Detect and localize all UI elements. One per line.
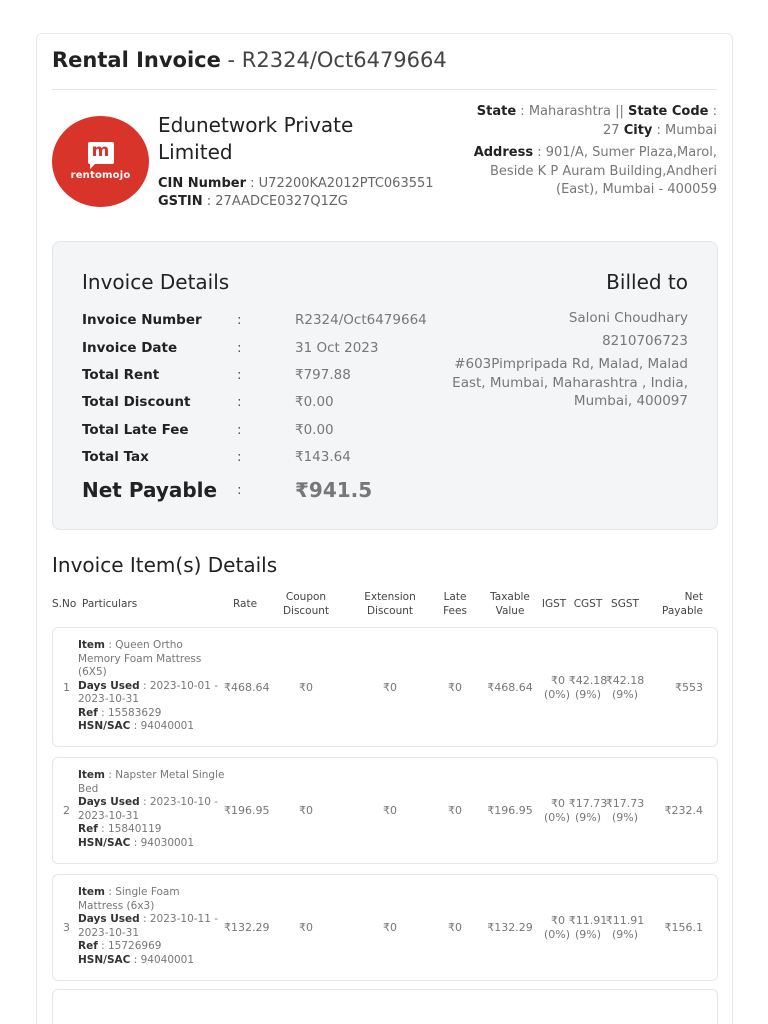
row-particulars: Item : Queen Ortho Memory Foam Mattress (6X5) Days Used : 2023-10-01 - 2023-10-31 Ref : 15583629 HSN/SAC : 94040001 [78, 639, 219, 732]
row-particulars: Item : Napster Metal Single Bed Days Used : 2023-10-10 - 2023-10-31 Ref : 15840119 HSN/SAC : 94030001 [78, 769, 225, 849]
col-header-sgst: SGST [611, 598, 639, 610]
billed-name: Saloni Choudhary [568, 310, 688, 326]
state-code-value: 27 [603, 122, 620, 138]
detail-colon: : [237, 312, 242, 328]
row-sgst [604, 914, 646, 941]
item-label: Item [78, 886, 105, 898]
billed-address: #603Pimpripada Rd, Malad, Malad East, Mumbai, Maharashtra , India, Mumbai, 400097 [452, 356, 688, 409]
logo-text: rentomojo [70, 170, 131, 181]
invoice-details-box [52, 241, 718, 530]
row-net: ₹232.4 [664, 804, 703, 817]
row-rate: ₹196.95 [224, 804, 270, 817]
hsn-label: HSN/SAC [78, 953, 131, 966]
state-code-label: State Code [627, 104, 709, 119]
item-name: Queen Ortho Memory Foam Mattress (6X5) [78, 639, 202, 678]
rentomojo-logo [52, 116, 149, 207]
detail-colon: : [237, 394, 242, 410]
col-header-rate: Rate [232, 598, 258, 610]
cgst-percent: (9%) [574, 687, 602, 701]
detail-value: ₹797.88 [295, 366, 351, 383]
row-taxable: ₹132.29 [487, 921, 533, 934]
ref-value: 15840119 [108, 823, 162, 835]
cin-value: U72200KA2012PTC063551 [258, 176, 434, 191]
detail-colon: : [237, 482, 242, 498]
billed-to-block [448, 309, 688, 411]
invoice-title-number: R2324/Oct6479664 [241, 48, 447, 72]
row-extension: ₹0 [383, 804, 397, 817]
col-header-late: Late Fees [443, 591, 467, 617]
gstin-label: GSTIN [158, 194, 203, 209]
igst-amount: ₹0 [551, 674, 565, 687]
detail-row-total-late-fee [82, 420, 482, 440]
detail-value: ₹143.64 [295, 449, 351, 465]
table-row [52, 874, 718, 981]
row-cgst [567, 914, 609, 941]
detail-label: Total Late Fee [82, 421, 189, 438]
days-used-label: Days Used [78, 679, 140, 692]
row-rate: ₹468.64 [224, 681, 270, 694]
detail-row-total-tax [82, 447, 482, 467]
row-coupon: ₹0 [299, 921, 313, 934]
hsn-value: 94040001 [140, 953, 195, 966]
city-label: City [623, 122, 653, 138]
row-coupon: ₹0 [299, 804, 313, 817]
igst-amount: ₹0 [551, 797, 565, 810]
detail-label: Total Tax [82, 449, 149, 465]
company-address-block: State : Maharashtra || State Code : 27 City : Mumbai Address : 901/A, Sumer Plaza,Marol, Beside K P Auram Building,Andheri (East), Mumbai - 400059 [473, 104, 717, 197]
row-sno: 1 [63, 681, 70, 694]
table-row-partial [52, 989, 718, 1024]
cgst-percent: (9%) [574, 927, 602, 941]
address-value: 901/A, Sumer Plaza,Marol, Beside K P Auram Building,Andheri (East), Mumbai - 400059 [490, 145, 717, 197]
title-divider [52, 89, 717, 90]
city-value: Mumbai [665, 122, 717, 138]
detail-label: Invoice Number [82, 312, 202, 328]
detail-row-invoice-date [82, 338, 482, 358]
hsn-label: HSN/SAC [78, 836, 131, 849]
ref-value: 15726969 [108, 940, 162, 952]
igst-percent: (0%) [543, 810, 571, 824]
ref-label: Ref [78, 940, 98, 952]
days-used-value: 2023-10-11 - 2023-10-31 [78, 913, 219, 939]
hsn-value: 94040001 [140, 720, 195, 732]
igst-amount: ₹0 [551, 914, 565, 927]
detail-value: R2324/Oct6479664 [295, 312, 427, 328]
ref-label: Ref [78, 706, 98, 719]
days-used-label: Days Used [78, 796, 140, 808]
ref-label: Ref [78, 823, 98, 835]
cgst-amount: ₹42.18 [568, 674, 608, 687]
detail-value: ₹0.00 [295, 394, 334, 410]
net-payable-label: Net Payable [82, 478, 218, 502]
detail-colon: : [237, 339, 242, 356]
billed-phone: 8210706723 [602, 333, 688, 349]
detail-colon: : [237, 421, 242, 438]
state-value: Maharashtra || [528, 104, 624, 119]
billed-to-title: Billed to [606, 270, 688, 294]
company-name: Edunetwork Private Limited [158, 113, 354, 164]
sgst-percent: (9%) [611, 687, 639, 701]
detail-label: Invoice Date [82, 339, 178, 356]
col-header-coupon: Coupon Discount [282, 591, 330, 617]
invoice-title-label: Rental Invoice [52, 48, 221, 72]
net-payable-value: ₹941.5 [295, 478, 373, 502]
row-rate: ₹132.29 [224, 921, 270, 934]
col-header-igst: IGST [541, 598, 567, 610]
detail-row-total-rent [82, 365, 482, 385]
sgst-percent: (9%) [611, 927, 639, 941]
row-net: ₹553 [675, 681, 703, 694]
col-header-net: Net Payable [662, 591, 703, 617]
invoice-title [52, 48, 447, 72]
col-header-extension: Extension Discount [364, 591, 416, 617]
col-header-cgst: CGST [573, 598, 603, 610]
company-ids: CIN Number : U72200KA2012PTC063551 GSTIN : 27AADCE0327Q1ZG [158, 176, 434, 209]
row-taxable: ₹468.64 [487, 681, 533, 694]
table-row [52, 757, 718, 864]
state-label: State [476, 104, 517, 119]
detail-label: Total Discount [82, 394, 191, 410]
row-sgst [604, 797, 646, 824]
item-label: Item [78, 769, 105, 781]
sgst-amount: ₹17.73 [605, 797, 645, 810]
detail-value: ₹0.00 [295, 421, 334, 438]
row-sgst [604, 674, 646, 701]
col-header-sno: S.No [52, 598, 77, 610]
row-sno: 2 [63, 804, 70, 817]
sgst-amount: ₹11.91 [605, 914, 645, 927]
row-particulars: Item : Single Foam Mattress (6x3) Days Used : 2023-10-11 - 2023-10-31 Ref : 15726969 HSN/SAC : 94040001 [78, 886, 219, 966]
igst-percent: (0%) [543, 687, 571, 701]
days-used-value: 2023-10-01 - 2023-10-31 [78, 679, 219, 705]
items-title: Invoice Item(s) Details [52, 553, 278, 577]
invoice-title-separator: - [220, 48, 242, 72]
row-coupon: ₹0 [299, 681, 313, 694]
row-cgst [567, 797, 609, 824]
table-row [52, 627, 718, 747]
item-name: Napster Metal Single Bed [78, 769, 225, 795]
row-late: ₹0 [448, 681, 462, 694]
logo-chat-icon [88, 142, 114, 164]
invoice-details-title: Invoice Details [82, 270, 230, 294]
row-cgst [567, 674, 609, 701]
cgst-amount: ₹17.73 [568, 797, 608, 810]
col-header-taxable: Taxable Value [490, 591, 530, 617]
item-label: Item [78, 639, 105, 651]
detail-row-total-discount [82, 392, 482, 412]
cin-label: CIN Number [158, 176, 246, 191]
detail-row-invoice-number [82, 310, 482, 330]
hsn-value: 94030001 [140, 836, 195, 849]
address-label: Address [473, 145, 534, 160]
row-late: ₹0 [448, 804, 462, 817]
row-extension: ₹0 [383, 681, 397, 694]
gstin-value: 27AADCE0327Q1ZG [215, 194, 348, 209]
invoice-card [36, 33, 733, 1024]
cgst-amount: ₹11.91 [568, 914, 608, 927]
cgst-percent: (9%) [574, 810, 602, 824]
row-taxable: ₹196.95 [487, 804, 533, 817]
sgst-percent: (9%) [611, 810, 639, 824]
igst-percent: (0%) [543, 927, 571, 941]
days-used-label: Days Used [78, 913, 140, 925]
detail-colon: : [237, 449, 242, 465]
detail-label: Total Rent [82, 366, 160, 383]
row-sno: 3 [63, 921, 70, 934]
ref-value: 15583629 [108, 706, 162, 719]
sgst-amount: ₹42.18 [605, 674, 645, 687]
item-name: Single Foam Mattress (6x3) [78, 886, 180, 912]
row-late: ₹0 [448, 921, 462, 934]
detail-colon: : [237, 366, 242, 383]
detail-row-net-payable [82, 477, 482, 503]
days-used-value: 2023-10-10 - 2023-10-31 [78, 796, 219, 822]
row-net: ₹156.1 [664, 921, 703, 934]
col-header-particulars: Particulars [82, 598, 138, 610]
row-extension: ₹0 [383, 921, 397, 934]
hsn-label: HSN/SAC [78, 720, 131, 732]
detail-value: 31 Oct 2023 [295, 339, 379, 356]
